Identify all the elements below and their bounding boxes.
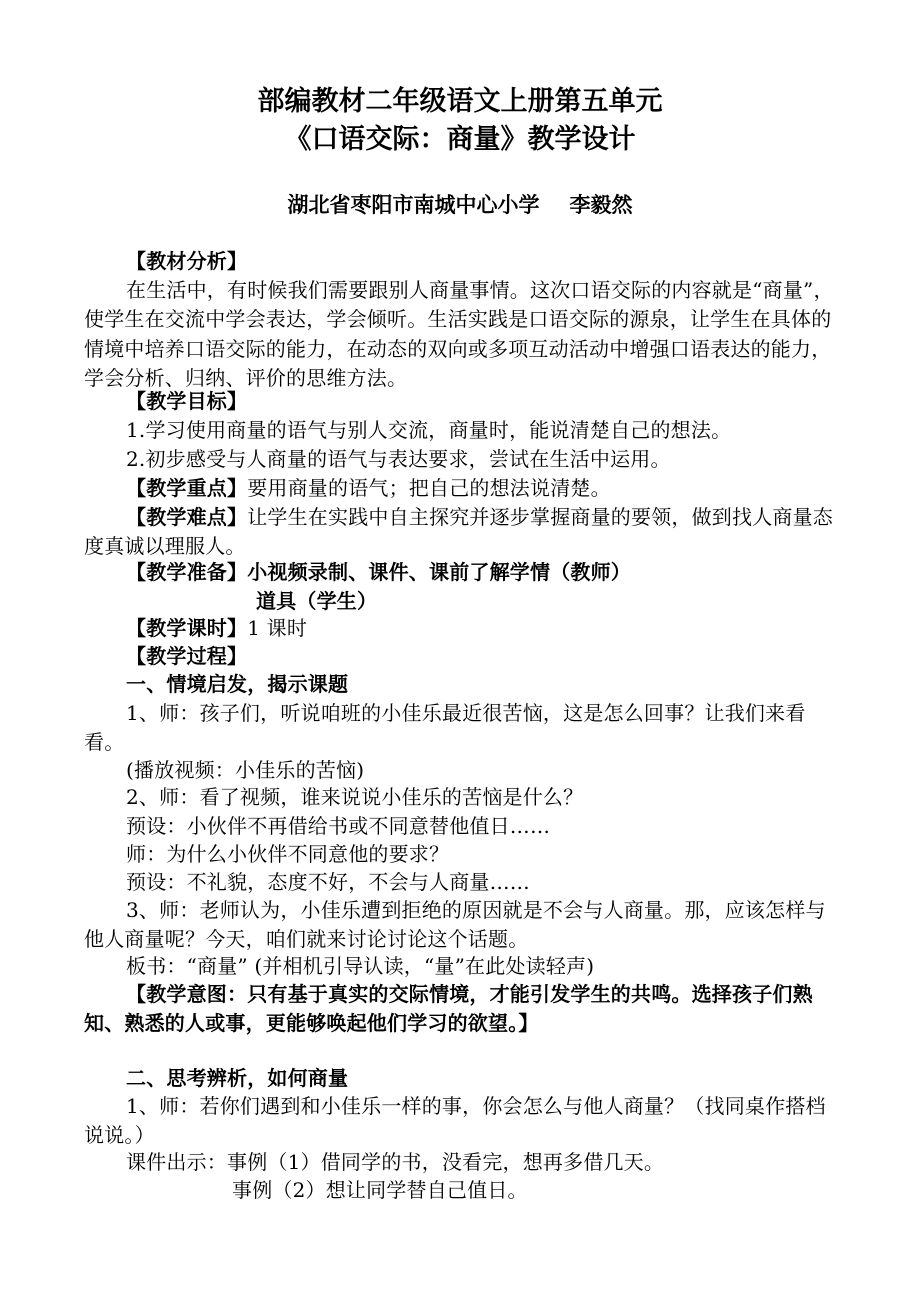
part2-heading: 二、思考辨析，如何商量 <box>126 1066 349 1090</box>
part1-heading: 一、情境启发，揭示课题 <box>126 672 349 696</box>
part1-paragraph-1: 1、师：孩子们，听说咱班的小佳乐最近很苦恼，这是怎么回事？让我们来看看。 <box>84 701 806 755</box>
focus-line <box>126 474 838 503</box>
document-title-line-2: 《口语交际：商量》教学设计 <box>284 124 636 155</box>
prep-label: 【教学准备】 <box>126 560 248 584</box>
school-name: 湖北省枣阳市南城中心小学 <box>287 193 540 217</box>
prep-text-2: 道具（学生） <box>256 589 378 613</box>
part1-paragraph-8: 板书：“商量” (并相机引导认读，“量”在此处读轻声) <box>126 954 595 978</box>
part1-paragraph-7: 3、师：老师认为，小佳乐遭到拒绝的原因就是不会与人商量。那，应该怎样与他人商量呢？今天，咱们就来讨论讨论这个话题。 <box>84 898 826 952</box>
author-name: 李毅然 <box>569 193 633 217</box>
goal-item-2: 2.初步感受与人商量的语气与表达要求，尝试在生活中运用。 <box>126 447 671 471</box>
difficulty-paragraph <box>84 503 838 562</box>
hours-label: 【教学课时】 <box>126 616 248 640</box>
focus-text: 要用商量的语气；把自己的想法说清楚。 <box>247 476 611 500</box>
part1-paragraph-4: 预设：小伙伴不再借给书或不同意替他值日…… <box>126 814 551 838</box>
goal-item-1: 1.学习使用商量的语气与别人交流，商量时，能说清楚自己的想法。 <box>126 418 732 442</box>
hours-line <box>126 614 838 643</box>
focus-label: 【教学重点】 <box>126 476 248 500</box>
part2-paragraph-1: 1、师：若你们遇到和小佳乐一样的事，你会怎么与他人商量？（找同桌作搭档说说。） <box>84 1094 826 1148</box>
prep-line <box>126 558 838 587</box>
hours-text: 1 课时 <box>247 616 308 640</box>
goals-heading: 【教学目标】 <box>126 389 248 413</box>
part1-paragraph-2: (播放视频：小佳乐的苦恼) <box>126 758 365 782</box>
prep-text-1: 小视频录制、课件、课前了解学情（教师） <box>247 560 632 584</box>
part1-paragraph-6: 预设：不礼貌，态度不好，不会与人商量…… <box>126 870 530 894</box>
document-title-line-1: 部编教材二年级语文上册第五单元 <box>257 86 663 117</box>
part1-intent-paragraph: 【教学意图：只有基于真实的交际情境，才能引发学生的共鸣。选择孩子们熟知、熟悉的人或事，更能够唤起他们学习的欲望。】 <box>84 982 813 1036</box>
author-line <box>0 190 920 220</box>
part1-paragraph-5: 师：为什么小伙伴不同意他的要求？ <box>126 842 450 866</box>
difficulty-label: 【教学难点】 <box>126 505 248 529</box>
difficulty-text: 让学生在实践中自主探究并逐步掌握商量的要领，做到找人商量态度真诚以理服人。 <box>84 505 834 559</box>
part2-paragraph-3: 事例（2）想让同学替自己值日。 <box>232 1178 528 1202</box>
analysis-heading: 【教材分析】 <box>126 249 248 273</box>
process-heading: 【教学过程】 <box>126 644 248 668</box>
part1-paragraph-3: 2、师：看了视频，谁来说说小佳乐的苦恼是什么？ <box>126 785 584 809</box>
analysis-paragraph: 在生活中，有时候我们需要跟别人商量事情。这次口语交际的内容就是“商量”，使学生在交流中学会表达，学会倾听。生活实践是口语交际的源泉，让学生在具体的情境中培养口语交际的能力，在动态的双向或多项互动活动中增强口语表达的能力，学会分析、归纳、评价的思维方法。 <box>84 278 834 391</box>
part2-paragraph-2: 课件出示：事例（1）借同学的书，没看完，想再多借几天。 <box>126 1150 665 1174</box>
